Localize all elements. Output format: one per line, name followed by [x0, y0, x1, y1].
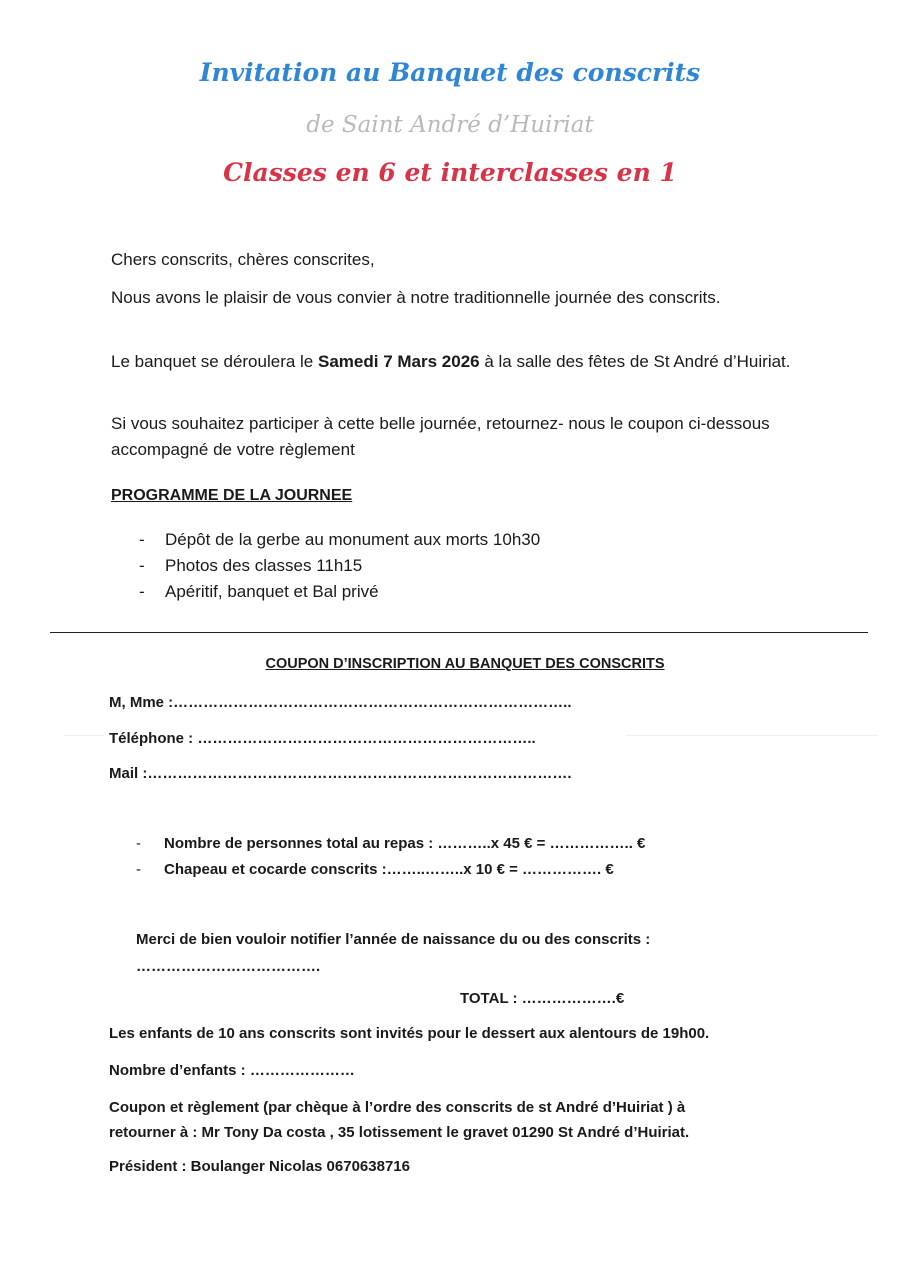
- programme-item: - Dépôt de la gerbe au monument aux morts 10h30: [111, 527, 540, 553]
- cut-line-divider: [50, 632, 868, 633]
- invite-paragraph: Nous avons le plaisir de vous convier à notre traditionnelle journée des conscrits.: [111, 288, 721, 307]
- invitation-title: Invitation au Banquet des conscrits: [199, 58, 701, 87]
- coupon-title: COUPON D’INSCRIPTION AU BANQUET DES CONSCRITS: [265, 656, 665, 672]
- participate-paragraph: Si vous souhaitez participer à cette belle journée, retournez- nous le coupon ci-dessous accompagné de votre règlement: [111, 414, 770, 459]
- programme-list: [111, 527, 540, 605]
- programme-item: - Apéritif, banquet et Bal privé: [111, 579, 540, 605]
- birth-year-label: Merci de bien vouloir notifier l’année de naissance du ou des conscrits :: [136, 931, 651, 948]
- faint-mark-right: [626, 735, 878, 736]
- phone-field[interactable]: Téléphone : …………………………………………………………..: [109, 730, 536, 747]
- order-lines: [109, 831, 645, 883]
- faint-mark-left: [64, 735, 104, 736]
- banquet-text-after: à la salle des fêtes de St André d’Huiriat.: [479, 352, 791, 371]
- classes-heading: Classes en 6 et interclasses en 1: [223, 158, 677, 187]
- payment-instructions-line2: retourner à : Mr Tony Da costa , 35 lotissement le gravet 01290 St André d’Huiriat.: [109, 1124, 690, 1141]
- mail-field[interactable]: Mail :………………………………………………………………………….: [109, 765, 572, 782]
- greeting: Chers conscrits, chères conscrites,: [111, 250, 375, 269]
- banquet-text-before: Le banquet se déroulera le: [111, 352, 318, 371]
- president-contact: Président : Boulanger Nicolas 0670638716: [109, 1158, 410, 1175]
- birth-year-field[interactable]: ……………………………….: [136, 958, 321, 975]
- children-count-field[interactable]: Nombre d’enfants : …………………: [109, 1062, 355, 1079]
- meal-count-field[interactable]: - Nombre de personnes total au repas : ………..x 45 € = …………….. €: [109, 831, 645, 857]
- banquet-date: Samedi 7 Mars 2026: [318, 352, 480, 371]
- payment-instructions-line1: Coupon et règlement (par chèque à l’ordre des conscrits de st André d’Huiriat ) à: [109, 1099, 686, 1116]
- programme-heading: PROGRAMME DE LA JOURNEE: [111, 487, 353, 504]
- programme-item: - Photos des classes 11h15: [111, 553, 540, 579]
- children-info: Les enfants de 10 ans conscrits sont invités pour le dessert aux alentours de 19h00.: [109, 1025, 710, 1042]
- total-field[interactable]: TOTAL : ……………….€: [460, 990, 625, 1007]
- banquet-paragraph: [111, 349, 791, 375]
- name-field[interactable]: M, Mme :……………………………………………………………………..: [109, 694, 572, 711]
- hat-cockade-field[interactable]: - Chapeau et cocarde conscrits :……..……..x 10 € = ……………. €: [109, 857, 645, 883]
- village-subtitle: de Saint André d’Huiriat: [306, 112, 594, 138]
